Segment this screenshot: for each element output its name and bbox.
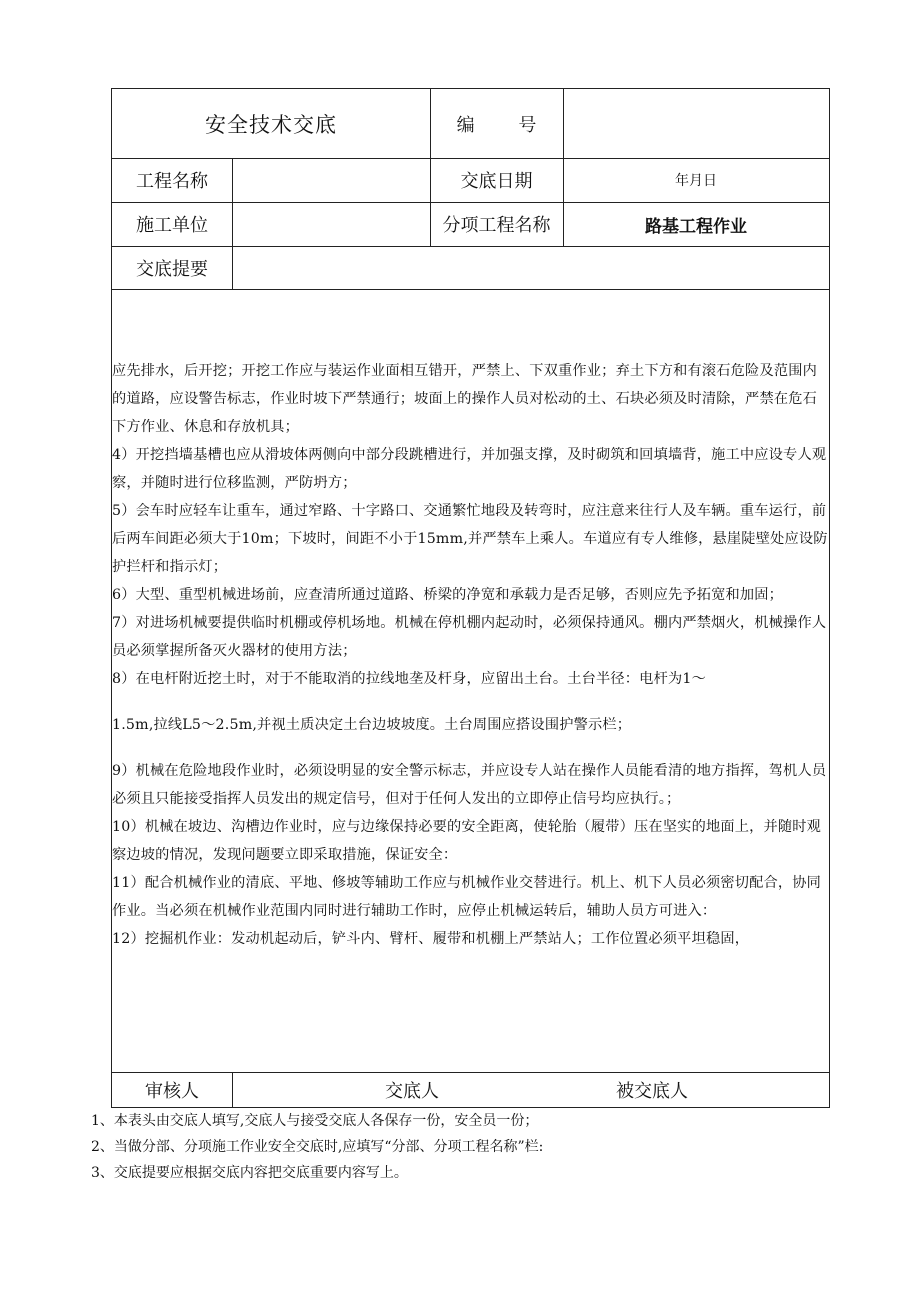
number-label: 编 号 [456, 114, 537, 136]
summary-value[interactable] [232, 246, 829, 289]
content-paragraph: 1.5m,拉线L5～2.5m,并视土质决定土台边坡坡度。土台周围应搭设围护警示栏； [112, 717, 632, 733]
col-divider [232, 1072, 233, 1108]
disclosure-content [112, 333, 829, 953]
project-name-label: 工程名称 [136, 171, 208, 192]
discloser-label: 交底人 [385, 1081, 439, 1102]
summary-label: 交底提要 [136, 258, 208, 280]
row-divider [112, 289, 829, 290]
content-paragraph: 5）会车时应轻车让重车，通过窄路、十字路口、交通繁忙地段及转弯时，应注意来往行人及车辆。重车运行，前后两车间距必须大于10m；下坡时，间距不小于15mm,并严禁车上乘人。车道应有专人维修，悬崖陡壁处应设防护拦杆和指示灯； [112, 503, 828, 575]
disclosure-form [111, 88, 830, 1108]
content-paragraph: 应先排水，后开挖；开挖工作应与装运作业面相互错开，严禁上、下双重作业；弃土下方和有滚石危险及范围内的道路，应设警告标志，作业时坡下严禁通行；坡面上的操作人员对松动的土、石块必须及时清除，严禁在危石下方作业、休息和存放机具； [112, 363, 817, 435]
content-paragraph: 6）大型、重型机械进场前，应查清所通过道路、桥梁的净宽和承载力是否足够，否则应先予拓宽和加固； [112, 587, 784, 603]
date-value[interactable]: 年月日 [675, 173, 717, 189]
subproject-value[interactable]: 路基工程作业 [645, 216, 747, 237]
content-paragraph: 10）机械在坡边、沟槽边作业时，应与边缘保持必要的安全距离，使轮胎（履带）压在坚实的地面上，并随时观察边坡的情况，发现问题要立即采取措施，保证安全： [112, 819, 822, 863]
unit-value[interactable] [232, 202, 430, 246]
form-notes [91, 1108, 543, 1186]
number-value[interactable] [563, 89, 829, 158]
note-line: 1、本表头由交底人填写,交底人与接受交底人各保存一份，安全员一份； [91, 1113, 539, 1129]
receiver-label: 被交底人 [616, 1081, 688, 1102]
content-paragraph: 7）对进场机械要提供临时机棚或停机场地。机械在停机棚内起动时，必须保持通风。棚内严禁烟火，机械操作人员必须掌握所备灭火器材的使用方法； [112, 615, 827, 659]
project-name-value[interactable] [232, 158, 430, 202]
reviewer-label: 审核人 [145, 1081, 199, 1102]
date-label: 交底日期 [460, 171, 533, 192]
subproject-label: 分项工程名称 [442, 215, 551, 236]
note-line: 3、交底提要应根据交底内容把交底重要内容写上。 [91, 1165, 408, 1181]
note-line: 2、当做分部、分项施工作业安全交底时,应填写“分部、分项工程名称”栏: [91, 1139, 544, 1155]
unit-label: 施工单位 [136, 215, 208, 236]
content-paragraph: 9）机械在危险地段作业时，必须设明显的安全警示标志，并应设专人站在操作人员能看清的地方指挥，驾机人员必须且只能接受指挥人员发出的规定信号，但对于任何人发出的立即停止信号均应执行。； [112, 763, 827, 807]
content-paragraph: 4）开挖挡墙基槽也应从滑坡体两侧向中部分段跳槽进行，并加强支撑，及时砌筑和回填墙背，施工中应设专人观察，并随时进行位移监测，严防坍方； [112, 447, 827, 491]
content-paragraph: 11）配合机械作业的清底、平地、修坡等辅助工作应与机械作业交替进行。机上、机下人员必须密切配合，协同作业。当必须在机械作业范围内同时进行辅助工作时，应停止机械运转后，辅助人员方可进入： [112, 875, 822, 919]
content-paragraph: 8）在电杆附近挖土时，对于不能取消的拉线地垄及杆身，应留出土台。土台半径：电杆为1～ [112, 671, 706, 687]
content-paragraph: 12）挖掘机作业：发动机起动后，铲斗内、臂杆、履带和机棚上严禁站人；工作位置必须平坦稳固， [112, 931, 750, 947]
form-title: 安全技术交底 [205, 112, 337, 137]
